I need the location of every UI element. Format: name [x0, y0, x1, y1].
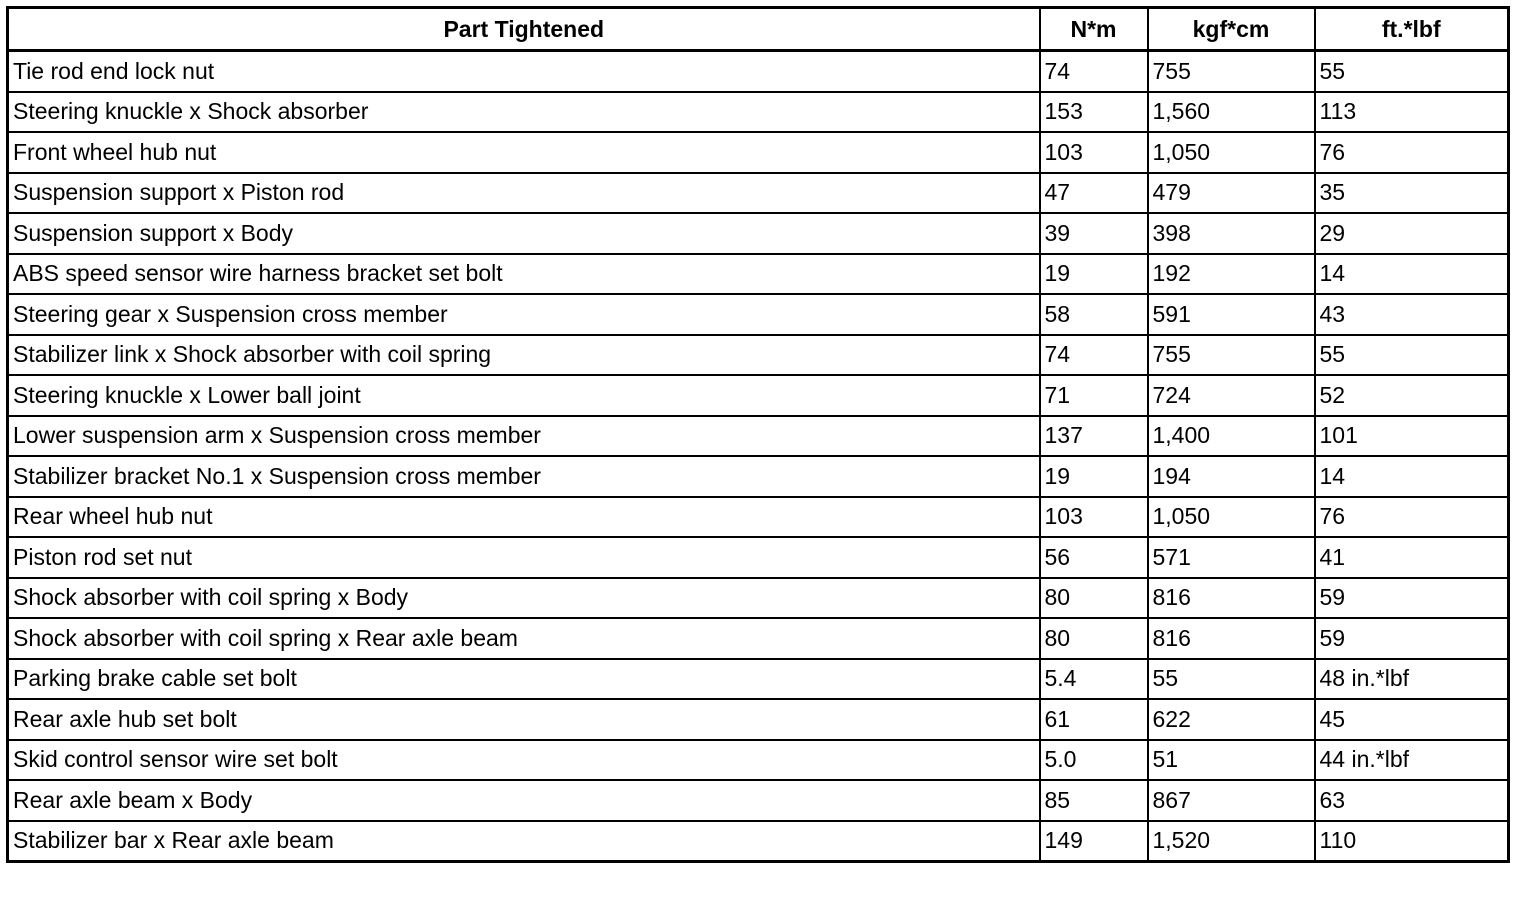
cell-part-tightened: Piston rod set nut	[8, 537, 1040, 578]
cell-kgf-cm: 622	[1148, 699, 1315, 740]
cell-part-tightened: ABS speed sensor wire harness bracket set bolt	[8, 254, 1040, 295]
cell-newton-meter: 19	[1040, 456, 1148, 497]
table-row	[8, 578, 1509, 619]
cell-ft-lbf: 45	[1315, 699, 1509, 740]
header-row	[8, 8, 1509, 51]
cell-newton-meter: 153	[1040, 92, 1148, 133]
cell-kgf-cm: 1,050	[1148, 497, 1315, 538]
cell-part-tightened: Suspension support x Body	[8, 213, 1040, 254]
table-row	[8, 51, 1509, 92]
cell-newton-meter: 80	[1040, 578, 1148, 619]
cell-kgf-cm: 724	[1148, 375, 1315, 416]
cell-ft-lbf: 110	[1315, 821, 1509, 862]
cell-ft-lbf: 113	[1315, 92, 1509, 133]
cell-newton-meter: 137	[1040, 416, 1148, 457]
table-row	[8, 173, 1509, 214]
table-body	[8, 51, 1509, 862]
table-row	[8, 456, 1509, 497]
cell-part-tightened: Rear wheel hub nut	[8, 497, 1040, 538]
cell-kgf-cm: 816	[1148, 578, 1315, 619]
cell-kgf-cm: 194	[1148, 456, 1315, 497]
cell-newton-meter: 85	[1040, 780, 1148, 821]
cell-part-tightened: Stabilizer bar x Rear axle beam	[8, 821, 1040, 862]
cell-kgf-cm: 755	[1148, 51, 1315, 92]
table-row	[8, 375, 1509, 416]
cell-ft-lbf: 29	[1315, 213, 1509, 254]
table-row	[8, 294, 1509, 335]
table-row	[8, 821, 1509, 862]
header-newton-meter: N*m	[1040, 8, 1148, 51]
header-kgf-cm: kgf*cm	[1148, 8, 1315, 51]
cell-part-tightened: Front wheel hub nut	[8, 132, 1040, 173]
cell-newton-meter: 61	[1040, 699, 1148, 740]
cell-part-tightened: Rear axle hub set bolt	[8, 699, 1040, 740]
header-ft-lbf: ft.*lbf	[1315, 8, 1509, 51]
cell-ft-lbf: 14	[1315, 456, 1509, 497]
cell-part-tightened: Stabilizer bracket No.1 x Suspension cross member	[8, 456, 1040, 497]
cell-ft-lbf: 59	[1315, 578, 1509, 619]
table-row	[8, 213, 1509, 254]
cell-newton-meter: 5.4	[1040, 659, 1148, 700]
cell-kgf-cm: 1,050	[1148, 132, 1315, 173]
cell-kgf-cm: 591	[1148, 294, 1315, 335]
table-row	[8, 416, 1509, 457]
cell-newton-meter: 19	[1040, 254, 1148, 295]
cell-part-tightened: Suspension support x Piston rod	[8, 173, 1040, 214]
cell-kgf-cm: 867	[1148, 780, 1315, 821]
cell-ft-lbf: 63	[1315, 780, 1509, 821]
cell-newton-meter: 39	[1040, 213, 1148, 254]
table-row	[8, 254, 1509, 295]
table-row	[8, 497, 1509, 538]
cell-ft-lbf: 59	[1315, 618, 1509, 659]
cell-newton-meter: 71	[1040, 375, 1148, 416]
cell-kgf-cm: 55	[1148, 659, 1315, 700]
table-row	[8, 699, 1509, 740]
cell-kgf-cm: 1,520	[1148, 821, 1315, 862]
cell-ft-lbf: 35	[1315, 173, 1509, 214]
table-row	[8, 780, 1509, 821]
cell-ft-lbf: 41	[1315, 537, 1509, 578]
cell-part-tightened: Parking brake cable set bolt	[8, 659, 1040, 700]
cell-newton-meter: 47	[1040, 173, 1148, 214]
cell-newton-meter: 149	[1040, 821, 1148, 862]
cell-ft-lbf: 43	[1315, 294, 1509, 335]
table-row	[8, 659, 1509, 700]
cell-ft-lbf: 76	[1315, 497, 1509, 538]
cell-part-tightened: Shock absorber with coil spring x Body	[8, 578, 1040, 619]
cell-newton-meter: 5.0	[1040, 740, 1148, 781]
cell-newton-meter: 74	[1040, 51, 1148, 92]
table-row	[8, 740, 1509, 781]
table-row	[8, 92, 1509, 133]
cell-ft-lbf: 101	[1315, 416, 1509, 457]
cell-part-tightened: Stabilizer link x Shock absorber with coil spring	[8, 335, 1040, 376]
cell-kgf-cm: 479	[1148, 173, 1315, 214]
cell-newton-meter: 80	[1040, 618, 1148, 659]
cell-kgf-cm: 816	[1148, 618, 1315, 659]
cell-newton-meter: 56	[1040, 537, 1148, 578]
cell-ft-lbf: 55	[1315, 51, 1509, 92]
table-row	[8, 537, 1509, 578]
cell-kgf-cm: 1,560	[1148, 92, 1315, 133]
cell-ft-lbf: 52	[1315, 375, 1509, 416]
cell-kgf-cm: 571	[1148, 537, 1315, 578]
cell-newton-meter: 74	[1040, 335, 1148, 376]
cell-part-tightened: Shock absorber with coil spring x Rear axle beam	[8, 618, 1040, 659]
cell-part-tightened: Tie rod end lock nut	[8, 51, 1040, 92]
header-part-tightened: Part Tightened	[8, 8, 1040, 51]
cell-kgf-cm: 1,400	[1148, 416, 1315, 457]
cell-kgf-cm: 755	[1148, 335, 1315, 376]
cell-part-tightened: Skid control sensor wire set bolt	[8, 740, 1040, 781]
cell-ft-lbf: 48 in.*lbf	[1315, 659, 1509, 700]
cell-part-tightened: Steering gear x Suspension cross member	[8, 294, 1040, 335]
cell-newton-meter: 58	[1040, 294, 1148, 335]
table-row	[8, 132, 1509, 173]
table-row	[8, 618, 1509, 659]
cell-ft-lbf: 55	[1315, 335, 1509, 376]
cell-part-tightened: Steering knuckle x Lower ball joint	[8, 375, 1040, 416]
cell-newton-meter: 103	[1040, 132, 1148, 173]
cell-part-tightened: Steering knuckle x Shock absorber	[8, 92, 1040, 133]
cell-newton-meter: 103	[1040, 497, 1148, 538]
cell-kgf-cm: 398	[1148, 213, 1315, 254]
cell-ft-lbf: 44 in.*lbf	[1315, 740, 1509, 781]
cell-part-tightened: Rear axle beam x Body	[8, 780, 1040, 821]
cell-part-tightened: Lower suspension arm x Suspension cross member	[8, 416, 1040, 457]
cell-kgf-cm: 192	[1148, 254, 1315, 295]
cell-ft-lbf: 76	[1315, 132, 1509, 173]
table-row	[8, 335, 1509, 376]
torque-spec-table	[6, 6, 1510, 863]
cell-kgf-cm: 51	[1148, 740, 1315, 781]
cell-ft-lbf: 14	[1315, 254, 1509, 295]
